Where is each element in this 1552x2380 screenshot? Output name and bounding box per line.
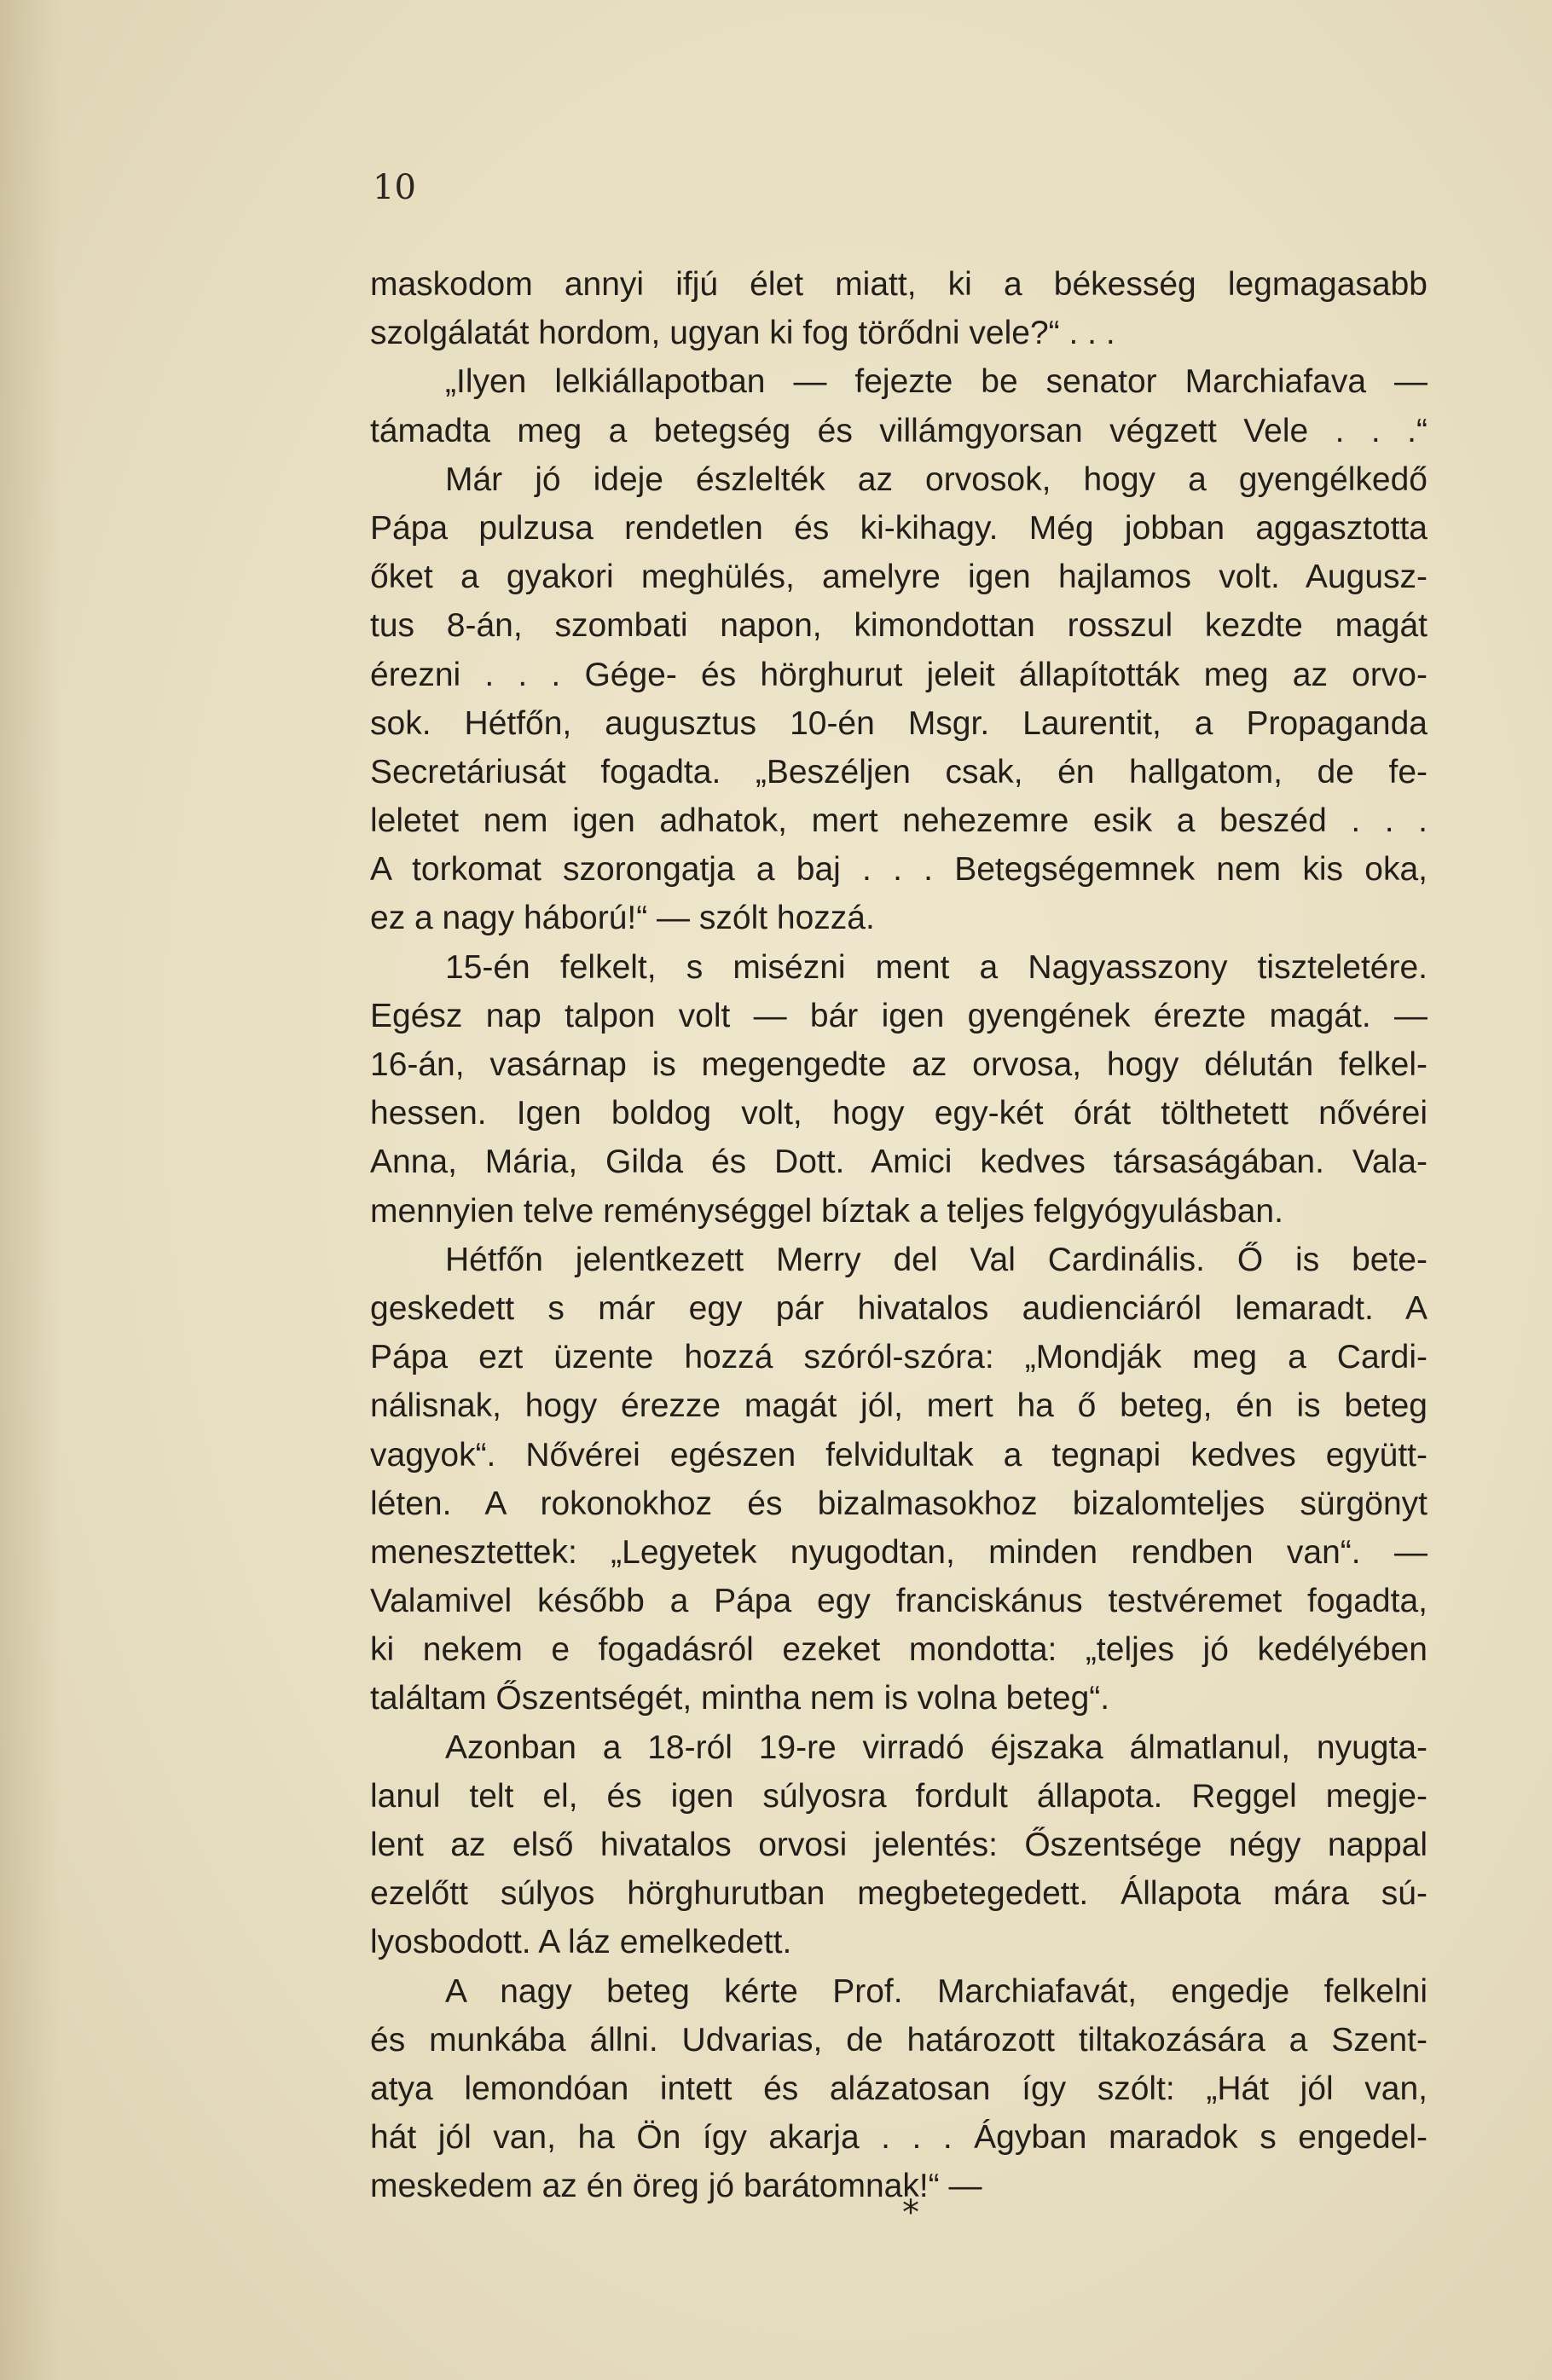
text-line: leletet nem igen adhatok, mert nehezemre esik a beszéd . . .: [370, 802, 1427, 840]
text-line: Hétfőn jelentkezett Merry del Val Cardinális. Ő is bete-: [445, 1241, 1427, 1278]
text-line: Valamivel később a Pápa egy franciskánus testvéremet fogadta,: [370, 1583, 1427, 1620]
page-edge-shadow: [0, 0, 60, 2380]
text-line: hát jól van, ha Ön így akarja . . . Ágyban maradok s engedel-: [370, 2119, 1427, 2157]
text-line: 15-én felkelt, s misézni ment a Nagyasszony tiszteletére.: [445, 948, 1427, 986]
text-line: geskedett s már egy pár hivatalos audienciáról lemaradt. A: [370, 1289, 1427, 1327]
text-line: találtam Őszentségét, mintha nem is volna beteg“.: [370, 1680, 1110, 1717]
text-line: lyosbodott. A láz emelkedett.: [370, 1924, 792, 1961]
text-line: Pápa ezt üzente hozzá szóról-szóra: „Mondják meg a Cardi-: [370, 1339, 1427, 1376]
text-line: ezelőtt súlyos hörghurutban megbetegedett. Állapota mára sú-: [370, 1875, 1427, 1913]
text-line: érezni . . . Gége- és hörghurut jeleit állapították meg az orvo-: [370, 656, 1427, 693]
body-text: [370, 260, 1427, 2211]
text-line: léten. A rokonokhoz és bizalmasokhoz bizalomteljes sürgönyt: [370, 1485, 1427, 1522]
text-line: maskodom annyi ifjú élet miatt, ki a békesség legmagasabb: [370, 266, 1427, 303]
text-line: támadta meg a betegség és villámgyorsan végzett Vele . . .“: [370, 412, 1427, 449]
text-line: „Ilyen lelkiállapotban — fejezte be senator Marchiafava —: [445, 363, 1427, 401]
section-separator: *: [902, 2193, 919, 2232]
text-line: hessen. Igen boldog volt, hogy egy-két órát tölthetett nővérei: [370, 1095, 1427, 1132]
text-line: Secretáriusát fogadta. „Beszéljen csak, én hallgatom, de fe-: [370, 753, 1427, 790]
text-line: és munkába állni. Udvarias, de határozott tiltakozására a Szent-: [370, 2021, 1427, 2059]
text-line: szolgálatát hordom, ugyan ki fog törődni vele?“ . . .: [370, 315, 1115, 352]
text-line: Már jó ideje észlelték az orvosok, hogy a gyengélkedő: [445, 460, 1427, 498]
text-line: Pápa pulzusa rendetlen és ki-kihagy. Még jobban aggasztotta: [370, 509, 1427, 547]
text-line: tus 8-án, szombati napon, kimondottan rosszul kezdte magát: [370, 607, 1427, 645]
text-line: menesztettek: „Legyetek nyugodtan, minden rendben van“. —: [370, 1533, 1427, 1571]
text-line: A nagy beteg kérte Prof. Marchiafavát, engedje felkelni: [445, 1972, 1427, 2010]
text-line: mennyien telve reménységgel bíztak a teljes felgyógyulásban.: [370, 1192, 1283, 1230]
text-line: Azonban a 18-ról 19-re virradó éjszaka álmatlanul, nyugta-: [445, 1729, 1427, 1766]
text-line: lent az első hivatalos orvosi jelentés: Őszentsége négy nappal: [370, 1827, 1427, 1863]
text-line: vagyok“. Nővérei egészen felvidultak a tegnapi kedves együtt-: [370, 1436, 1427, 1474]
text-line: meskedem az én öreg jó barátomnak!“ —: [370, 2168, 982, 2205]
text-line: 16-án, vasárnap is megengedte az orvosa, hogy délután felkel-: [370, 1046, 1427, 1083]
text-line: sok. Hétfőn, augusztus 10-én Msgr. Laurentit, a Propaganda: [370, 704, 1427, 742]
text-line: atya lemondóan intett és alázatosan így szólt: „Hát jól van,: [370, 2070, 1427, 2107]
text-line: lanul telt el, és igen súlyosra fordult állapota. Reggel megje-: [370, 1777, 1427, 1815]
page-number: 10: [373, 168, 416, 207]
text-line: őket a gyakori meghülés, amelyre igen hajlamos volt. Augusz-: [370, 559, 1427, 596]
text-line: Egész nap talpon volt — bár igen gyengének érezte magát. —: [370, 997, 1427, 1034]
text-line: nálisnak, hogy érezze magát jól, mert ha ő beteg, én is beteg: [370, 1387, 1427, 1425]
text-line: ki nekem e fogadásról ezeket mondotta: „teljes jó kedélyében: [370, 1631, 1427, 1669]
text-line: ez a nagy háború!“ — szólt hozzá.: [370, 900, 875, 937]
text-line: Anna, Mária, Gilda és Dott. Amici kedves társaságában. Vala-: [370, 1144, 1427, 1181]
text-line: A torkomat szorongatja a baj . . . Betegségemnek nem kis oka,: [370, 851, 1427, 889]
